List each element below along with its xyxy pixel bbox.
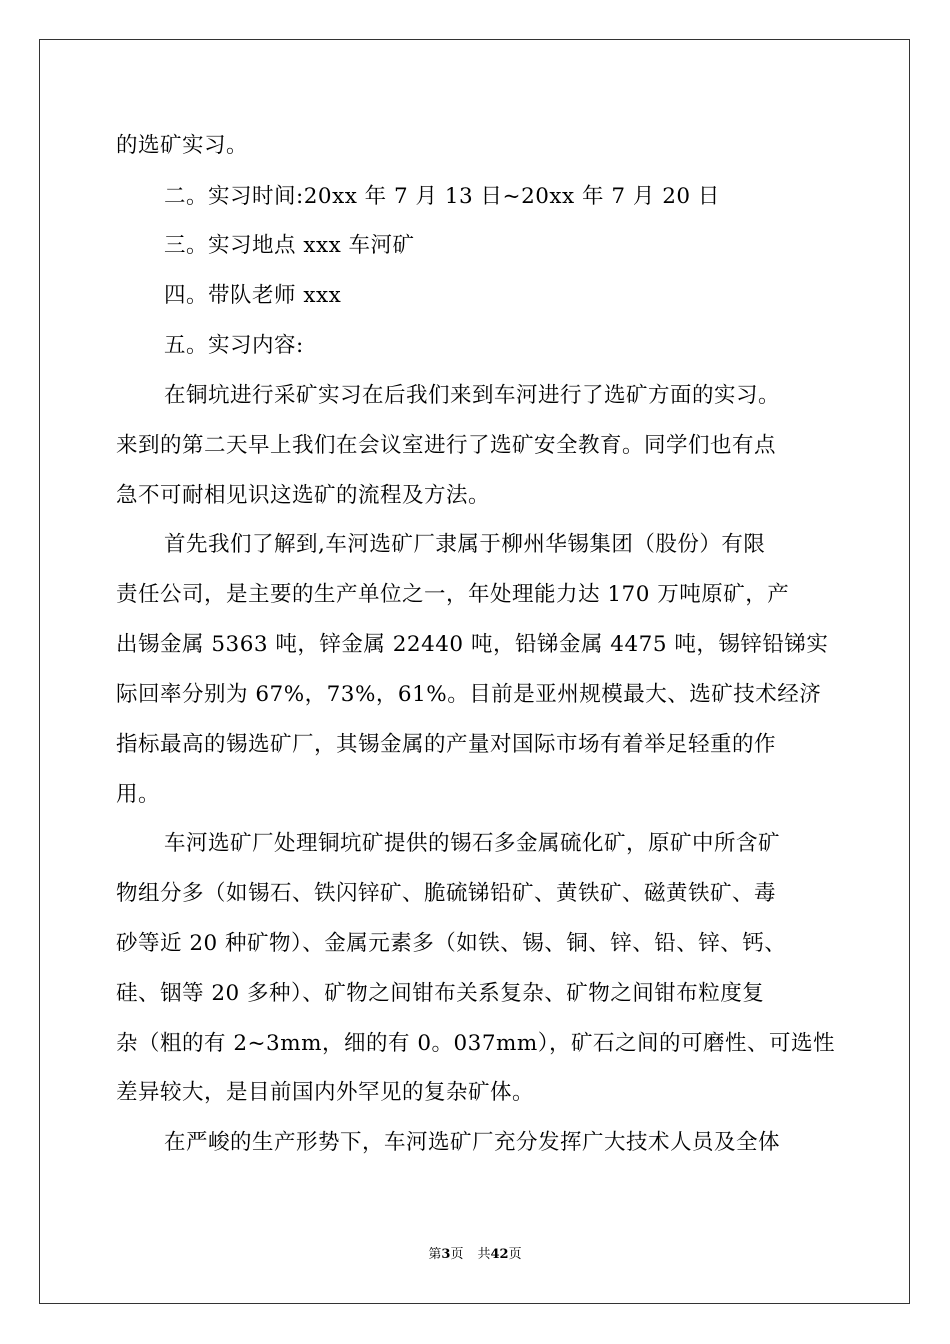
total-prefix: 共	[477, 1247, 491, 1262]
text-line: 在严峻的生产形势下，车河选矿厂充分发挥广大技术人员及全体	[164, 1130, 781, 1155]
page-prefix: 第	[428, 1247, 442, 1262]
text-line: 急不可耐相见识这选矿的流程及方法。	[116, 483, 491, 508]
text-line: 硅、铟等 20 多种）、矿物之间钳布关系复杂、矿物之间钳布粒度复	[116, 981, 765, 1006]
text-line: 来到的第二天早上我们在会议室进行了选矿安全教育。同学们也有点	[116, 433, 777, 458]
text-line: 物组分多（如锡石、铁闪锌矿、脆硫锑铅矿、黄铁矿、磁黄铁矿、毒	[116, 881, 777, 906]
page-footer	[0, 1245, 950, 1265]
text-line: 杂（粗的有 2~3mm，细的有 0。037mm），矿石之间的可磨性、可选性	[116, 1031, 836, 1056]
text-line: 际回率分别为 67%，73%，61%。目前是亚州规模最大、选矿技术经济	[116, 682, 822, 707]
text-line: 五。实习内容:	[164, 333, 304, 358]
text-line: 指标最高的锡选矿厂，其锡金属的产量对国际市场有着举足轻重的作	[116, 732, 777, 757]
text-line: 车河选矿厂处理铜坑矿提供的锡石多金属硫化矿，原矿中所含矿	[164, 831, 781, 856]
page-unit: 页	[450, 1247, 464, 1262]
page-total: 42	[490, 1247, 509, 1262]
text-line: 首先我们了解到,车河选矿厂隶属于柳州华锡集团（股份）有限	[164, 532, 766, 557]
text-line: 砂等近 20 种矿物）、金属元素多（如铁、锡、铜、锌、铅、锌、钙、	[116, 931, 787, 956]
text-line: 出锡金属 5363 吨，锌金属 22440 吨，铅锑金属 4475 吨，锡锌铅锑实	[116, 632, 829, 657]
text-line: 用。	[116, 782, 161, 807]
text-line: 二。实习时间:20xx 年 7 月 13 日~20xx 年 7 月 20 日	[164, 184, 720, 209]
page-current: 3	[441, 1247, 451, 1262]
total-unit: 页	[508, 1247, 522, 1262]
text-line: 差异较大，是目前国内外罕见的复杂矿体。	[116, 1080, 535, 1105]
text-line: 四。带队老师 xxx	[164, 283, 342, 308]
text-line: 的选矿实习。	[116, 133, 249, 158]
text-line: 三。实习地点 xxx 车河矿	[164, 233, 415, 258]
text-line: 在铜坑进行采矿实习在后我们来到车河进行了选矿方面的实习。	[164, 383, 781, 408]
text-line: 责任公司，是主要的生产单位之一，年处理能力达 170 万吨原矿，产	[116, 582, 790, 607]
